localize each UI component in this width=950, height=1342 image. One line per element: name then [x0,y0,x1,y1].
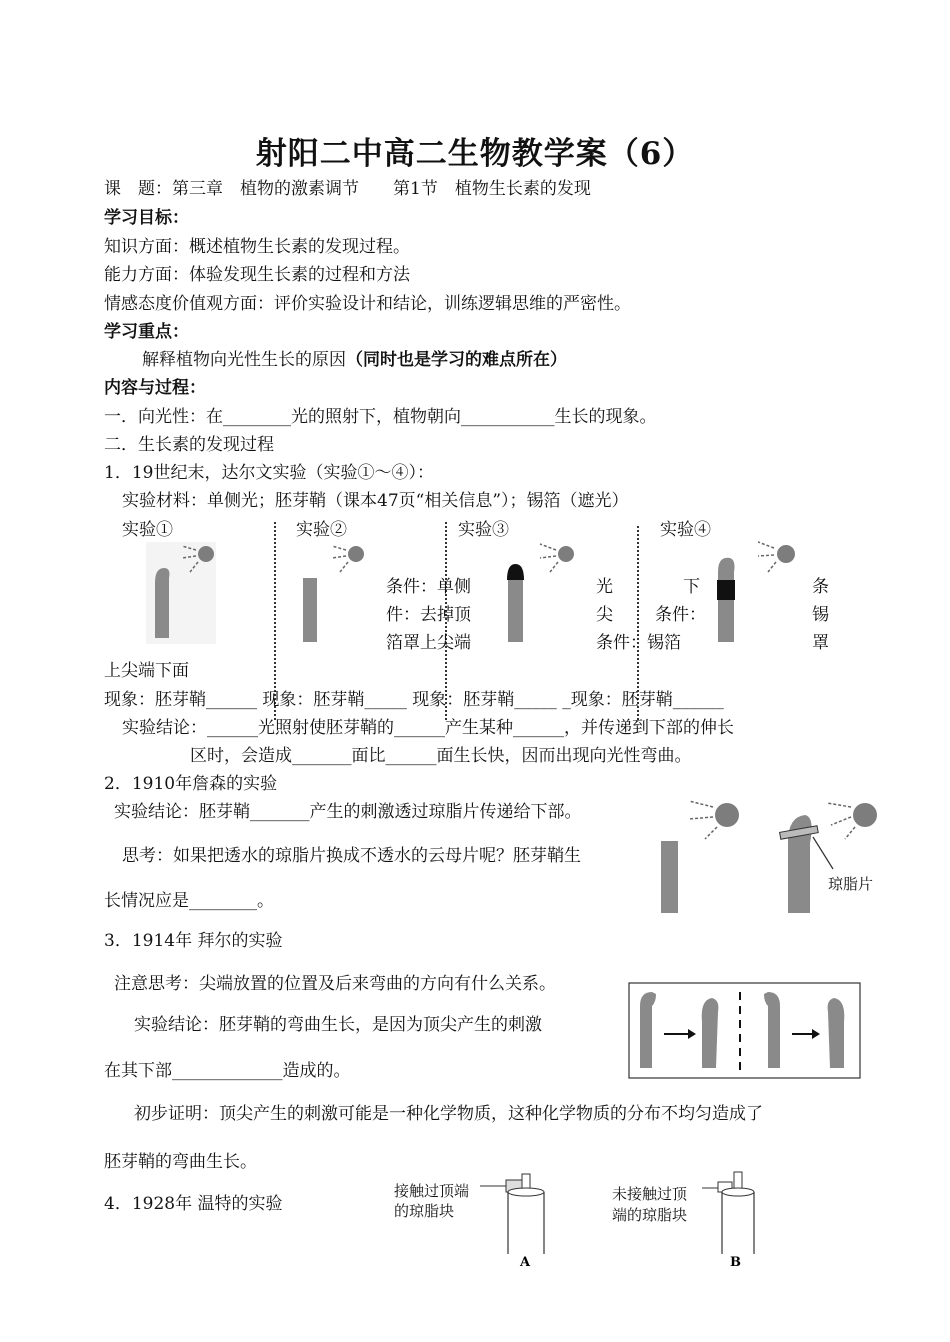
jensen-think-2: 长情况应是________。 [104,891,274,911]
paal-conclusion-2: 在其下部_____________造成的。 [104,1061,351,1081]
went-b-label-2: 端的琼脂块 [612,1206,688,1224]
exp1-figure [140,538,230,648]
light-rays-icon [540,544,558,572]
coleoptile-bent-icon [702,998,719,1068]
jensen-think-1: 思考：如果把透水的琼脂片换成不透水的云母片呢？胚芽鞘生 [122,846,581,866]
focus-line [142,349,567,371]
cond-3a: 箔罩上尖端 [386,633,471,653]
agar-label: 琼脂片 [828,875,874,893]
cond-3c: 罩 [812,633,829,653]
focus-heading: 学习重点： [104,322,189,342]
darwin-material: 实验材料：单侧光；胚芽鞘（课本47页“相关信息”）；锡箔（遮光） [122,491,629,511]
foil-band-icon [717,580,735,600]
coleoptile-decapitated-icon [303,578,317,642]
coleoptile-stem-icon [508,578,523,642]
sun-icon [558,546,574,562]
jensen-conclusion: 实验结论：胚芽鞘_______产生的刺激透过琼脂片传递给下部。 [114,802,582,822]
proof-line-1: 初步证明：顶尖产生的刺激可能是一种化学物质，这种化学物质的分布不均匀造成了 [134,1104,763,1124]
darwin-title: 1．19世纪末，达尔文实验（实验①～④）： [104,463,434,483]
page-title: 射阳二中高二生物教学案（6） [255,136,695,172]
cond-2c: 条件： [655,605,706,625]
paal-note: 注意思考：尖端放置的位置及后来弯曲的方向有什么关系。 [114,974,556,994]
exp-label-3: 实验③ [458,520,509,540]
went-b-label-1: 未接触过顶 [612,1185,688,1203]
cond-1a: 条件：单侧 [386,577,471,597]
sun-icon [853,803,877,827]
exp4-figure [710,538,800,648]
goal-ability: 能力方面：体验发现生长素的过程和方法 [104,265,410,285]
coleoptile-bent-icon [155,568,169,638]
jensen-title: 2．1910年詹森的实验 [104,774,278,794]
exp2-figure [300,538,380,648]
agar-pointer-line [813,837,833,869]
content-heading: 内容与过程： [104,378,206,398]
cond-2a: 件：去掉顶 [386,605,471,625]
focus-text: 解释植物向光性生长的原因 [142,350,346,370]
cond-tail: 上尖端下面 [104,661,189,681]
went-figure-a [470,1168,570,1272]
proof-line-2: 胚芽鞘的弯曲生长。 [104,1152,257,1172]
exp-label-1: 实验① [122,520,173,540]
light-rays-icon [332,546,348,572]
went-a-label-2: 的琼脂块 [394,1202,455,1220]
cond-1d: 条 [812,577,829,597]
paal-conclusion-1: 实验结论：胚芽鞘的弯曲生长，是因为顶尖产生的刺激 [134,1015,542,1035]
cond-2b: 尖 [596,605,613,625]
section-phototropism: 一．向光性：在________光的照射下，植物朝向___________生长的现象。 [104,407,657,427]
went-b-letter: B [730,1255,741,1270]
cond-1c: 下 [683,577,700,597]
foil-cap-icon [507,564,524,580]
goals-heading: 学习目标： [104,208,189,228]
light-rays-icon [689,801,717,839]
goal-knowledge: 知识方面：概述植物生长素的发现过程。 [104,237,410,257]
coleoptile-bent-icon [828,998,845,1068]
coleoptile-stem-icon [768,1006,780,1068]
focus-note: （同时也是学习的难点所在） [346,350,567,370]
cond-1b: 光 [596,577,613,597]
sun-icon [777,545,795,563]
phenomena-line: 现象：胚芽鞘______ 现象：胚芽鞘_____ 现象：胚芽鞘_____ _现象：胚芽鞘______ [104,690,724,710]
darwin-conclusion-1: 实验结论：______光照射使胚芽鞘的______产生某种______，并传递到下部的伸长 [122,718,734,738]
went-a-label-1: 接触过顶端 [394,1182,470,1200]
sun-icon [348,546,364,562]
went-figure-b [690,1168,790,1272]
goal-emotion: 情感态度价值观方面：评价实验设计和结论，训练逻辑思维的严密性。 [104,294,631,314]
cond-3b: 条件：锡箔 [596,633,681,653]
went-a-letter: A [520,1255,531,1270]
paal-figure [628,982,862,1080]
cond-2d: 锡 [812,605,829,625]
went-title: 4．1928年 温特的实验 [104,1194,283,1214]
exp-label-2: 实验② [296,520,347,540]
section-discovery: 二．生长素的发现过程 [104,435,274,455]
paal-title: 3．1914年 拜尔的实验 [104,931,283,951]
paal-frame [629,983,860,1078]
darwin-conclusion-2: 区时，会造成_______面比______面生长快，因而出现向光性弯曲。 [190,746,692,766]
light-rays-icon [758,542,776,572]
light-rays-icon [827,803,855,839]
pipe-top-icon [722,1188,754,1196]
sun-icon [198,546,214,562]
exp-label-4: 实验④ [660,520,711,540]
jensen-figure [655,795,905,920]
sun-icon [715,803,739,827]
coleoptile-decapitated-icon [661,841,678,913]
exp3-figure [500,538,590,648]
pipe-top-icon [508,1188,544,1196]
topic-line: 课 题：第三章 植物的激素调节 第1节 植物生长素的发现 [104,179,591,199]
coleoptile-stem-icon [640,1006,652,1068]
